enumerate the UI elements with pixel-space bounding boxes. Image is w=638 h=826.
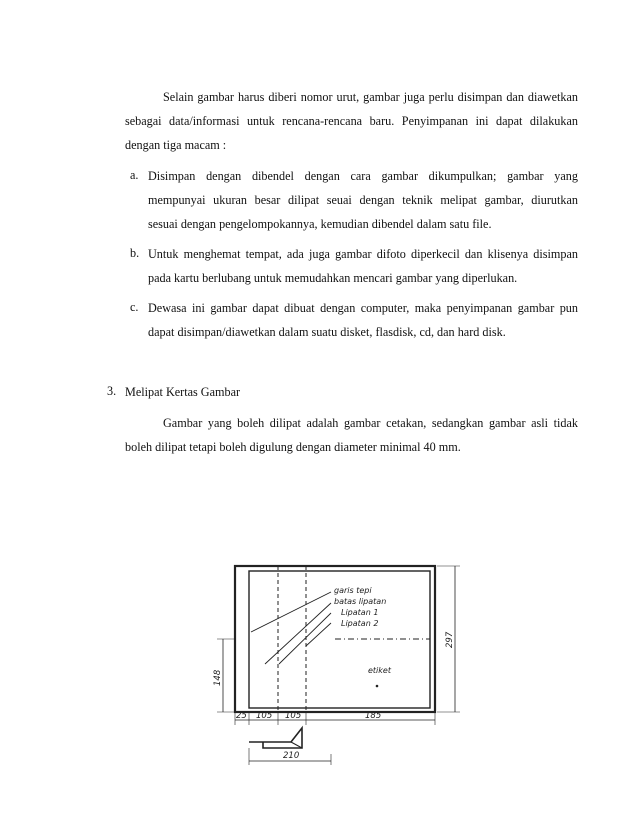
folding-diagram-svg: [205, 560, 477, 780]
list-marker-a: a.: [130, 168, 139, 182]
list-marker-c: c.: [130, 300, 139, 314]
pointer-lipatan-2: [306, 623, 331, 646]
section-line-2: boleh dilipat tetapi boleh digulung dengan diameter minimal 40 mm.: [125, 440, 461, 454]
etiket-dot: [376, 685, 379, 688]
list-item-c-line-1: Dewasa ini gambar dapat dibuat dengan computer, maka penyimpanan gambar pun: [148, 301, 578, 315]
list-item-c-line-2: dapat disimpan/diawetkan dalam suatu disket, flasdisk, cd, dan hard disk.: [148, 325, 506, 339]
section-number: 3.: [107, 384, 117, 398]
section-line-1: Gambar yang boleh dilipat adalah gambar cetakan, sedangkan gambar asli tidak: [163, 416, 578, 430]
label-garis-tepi: garis tepi: [334, 586, 372, 595]
list-item-b-line-1: Untuk menghemat tempat, ada juga gambar difoto diperkecil dan klisenya disimpan: [148, 247, 578, 261]
dim-148-text: 148: [213, 669, 223, 686]
dim-105b-text: 105: [285, 711, 302, 721]
list-item-a-line-2: mempunyai ukuran besar dilipat seuai dengan teknik melipat gambar, diurutkan: [148, 193, 578, 207]
pointer-garis-tepi: [251, 592, 331, 632]
pointer-lipatan-1: [279, 613, 331, 664]
list-marker-b: b.: [130, 246, 140, 260]
list-item-a-line-3: sesuai dengan pengelompokannya, kemudian dibendel dalam satu file.: [148, 217, 492, 231]
dim-105a-text: 105: [256, 711, 273, 721]
section-title: Melipat Kertas Gambar: [125, 385, 241, 399]
pointer-batas-lipatan: [265, 603, 331, 664]
dim-297-text: 297: [445, 631, 455, 648]
label-batas-lipatan: batas lipatan: [334, 597, 387, 606]
folded-strip: [249, 728, 302, 748]
dim-210-text: 210: [283, 751, 300, 761]
label-lipatan-1: Lipatan 1: [341, 608, 379, 617]
list-item-b-line-2: pada kartu berlubang untuk memudahkan mencari gambar yang diperlukan.: [148, 271, 518, 285]
intro-line-3: dengan tiga macam :: [125, 138, 227, 152]
dim-185-text: 185: [365, 711, 382, 721]
label-lipatan-2: Lipatan 2: [341, 619, 379, 628]
folding-diagram: [205, 560, 477, 780]
intro-line-2: sebagai data/informasi untuk rencana-rencana baru. Penyimpanan ini dapat dilakukan: [125, 114, 578, 128]
intro-line-1: Selain gambar harus diberi nomor urut, gambar juga perlu disimpan dan diawetkan: [163, 90, 578, 104]
label-etiket: etiket: [368, 666, 391, 675]
dim-25-text: 25: [236, 711, 247, 721]
list-item-a-line-1: Disimpan dengan dibendel dengan cara gambar dikumpulkan; gambar yang: [148, 169, 578, 183]
